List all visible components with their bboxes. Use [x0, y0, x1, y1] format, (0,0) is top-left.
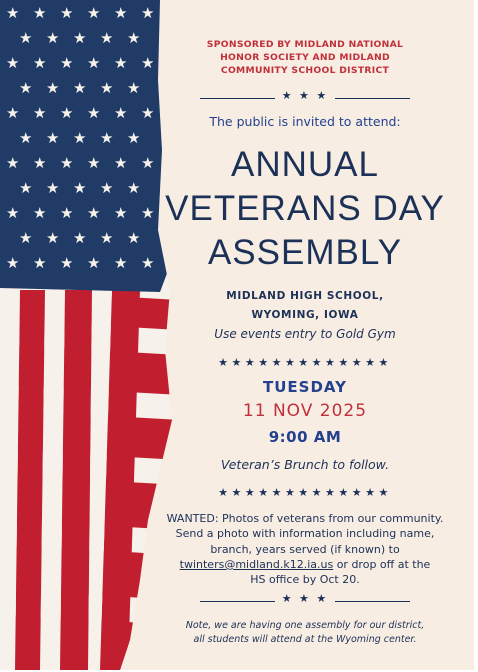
flag-star-icon: ★: [19, 229, 33, 247]
flag-star-icon: ★: [87, 104, 101, 122]
flag-star-icon: ★: [73, 29, 87, 47]
flag-star-icon: ★: [114, 254, 128, 272]
flag-star-icon: ★: [60, 4, 74, 22]
flag-star-icon: ★: [33, 104, 47, 122]
sponsor-line-1: SPONSORED BY MIDLAND NATIONAL: [206, 39, 404, 50]
flag-star-icon: ★: [6, 204, 20, 222]
title-line-3: ASSEMBLY: [207, 233, 403, 272]
wanted-line-5: HS office by Oct 20.: [250, 573, 360, 587]
flag-star-icon: ★: [127, 179, 141, 197]
note-line-1: Note, we are having one assembly for our district,: [185, 620, 425, 631]
flag-star-icon: ★: [33, 4, 47, 22]
flag-star-icon: ★: [6, 104, 20, 122]
sponsor-line-2: HONOR SOCIETY AND MIDLAND: [220, 52, 390, 63]
flag-star-icon: ★: [60, 104, 74, 122]
sponsor-text: [150, 38, 460, 77]
flag-star-icon: ★: [100, 129, 114, 147]
entry-note: Use events entry to Gold Gym: [214, 327, 396, 341]
wanted-line-3: branch, years served (if known) to: [210, 542, 400, 556]
flag-star-icon: ★: [19, 79, 33, 97]
flag-star-icon: ★: [6, 54, 20, 72]
flag-star-icon: ★: [33, 154, 47, 172]
flag-star-icon: ★: [60, 54, 74, 72]
flag-star-icon: ★: [127, 129, 141, 147]
title-line-2: VETERANS DAY: [165, 189, 445, 228]
flag-star-icon: ★: [73, 179, 87, 197]
flag-star-icon: ★: [33, 204, 47, 222]
flag-star-icon: ★: [60, 154, 74, 172]
flag-star-icon: ★: [33, 54, 47, 72]
flag-star-icon: ★: [46, 79, 60, 97]
top-divider: [200, 89, 410, 104]
flag-star-icon: ★: [141, 4, 155, 22]
flag-star-icon: ★: [114, 104, 128, 122]
flag-star-icon: ★: [19, 129, 33, 147]
wanted-line-2: Send a photo with information including name,: [175, 527, 435, 541]
flag-star-icon: ★: [114, 154, 128, 172]
flag-star-icon: ★: [114, 204, 128, 222]
title-line-1: ANNUAL: [231, 145, 379, 184]
flag-star-icon: ★: [87, 254, 101, 272]
flag-star-icon: ★: [19, 29, 33, 47]
sponsor-line-3: COMMUNITY SCHOOL DISTRICT: [220, 65, 390, 76]
event-time: 9:00 AM: [268, 428, 342, 446]
email-link[interactable]: twinters@midland.k12.ia.us: [179, 557, 334, 571]
event-date: 11 NOV 2025: [242, 401, 368, 421]
flag-star-icon: ★: [6, 254, 20, 272]
flag-star-icon: ★: [114, 54, 128, 72]
flag-star-icon: ★: [6, 4, 20, 22]
star-row-icon: ★★★★★★★★★★★★★: [218, 486, 392, 499]
wanted-line-1: WANTED: Photos of veterans from our community.: [166, 512, 444, 525]
flag-star-icon: ★: [6, 154, 20, 172]
flag-star-icon: ★: [87, 54, 101, 72]
flag-star-icon: ★: [73, 79, 87, 97]
invitation-text: The public is invited to attend:: [209, 114, 401, 129]
event-location: [150, 287, 460, 325]
flag-star-icon: ★: [141, 104, 155, 122]
wanted-line-4-suffix: or drop off at the: [333, 557, 431, 571]
bottom-divider: [200, 592, 410, 607]
flag-star-icon: ★: [127, 29, 141, 47]
flag-star-icon: ★: [114, 4, 128, 22]
flag-star-icon: ★: [127, 229, 141, 247]
flag-star-icon: ★: [33, 254, 47, 272]
flag-star-icon: ★: [127, 79, 141, 97]
flag-star-icon: ★: [46, 229, 60, 247]
location-line-2: WYOMING, IOWA: [251, 309, 359, 321]
flag-star-icon: ★: [100, 79, 114, 97]
flag-star-icon: ★: [19, 179, 33, 197]
flag-star-icon: ★: [141, 154, 155, 172]
event-day: TUESDAY: [263, 378, 347, 396]
star-row-icon: ★★★★★★★★★★★★★: [218, 356, 392, 369]
flag-star-icon: ★: [141, 204, 155, 222]
flag-star-icon: ★: [100, 29, 114, 47]
flag-star-icon: ★: [87, 4, 101, 22]
poster-content: [150, 0, 460, 670]
flag-star-icon: ★: [46, 29, 60, 47]
flag-star-icon: ★: [60, 204, 74, 222]
note-line-2: all students will attend at the Wyoming center.: [193, 634, 417, 645]
flag-star-icon: ★: [100, 229, 114, 247]
wanted-line-4: [150, 557, 460, 572]
flag-star-icon: ★: [46, 179, 60, 197]
wanted-photos-text: [150, 511, 460, 587]
flag-star-icon: ★: [141, 254, 155, 272]
divider-stars-icon: ★ ★ ★: [281, 592, 329, 605]
flag-star-icon: ★: [73, 229, 87, 247]
flag-star-icon: ★: [73, 129, 87, 147]
flag-star-icon: ★: [46, 129, 60, 147]
divider-stars-icon: ★ ★ ★: [281, 89, 329, 102]
location-line-1: MIDLAND HIGH SCHOOL,: [226, 290, 384, 302]
flag-star-icon: ★: [87, 204, 101, 222]
brunch-note: Veteran’s Brunch to follow.: [220, 457, 390, 472]
district-note: [150, 619, 460, 647]
flag-star-icon: ★: [141, 54, 155, 72]
event-title: [150, 143, 460, 275]
flag-star-icon: ★: [60, 254, 74, 272]
flag-star-icon: ★: [100, 179, 114, 197]
flag-star-icon: ★: [87, 154, 101, 172]
